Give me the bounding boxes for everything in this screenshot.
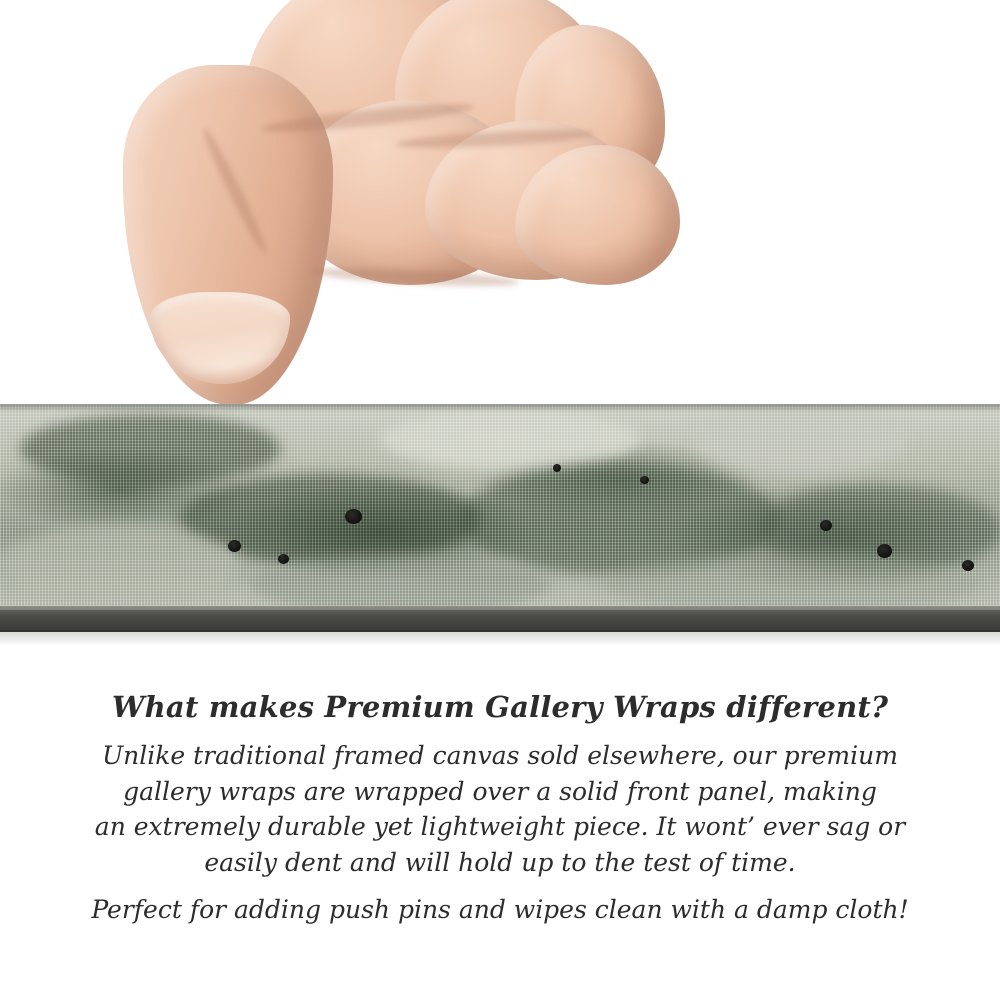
caption-body <box>0 738 1000 928</box>
caption-line: an extremely durable yet lightweight piece. It wont’ ever sag or <box>94 812 906 841</box>
caption-block <box>0 690 1000 928</box>
canvas-weave-texture <box>0 404 1000 618</box>
hand-pressing-canvas <box>95 0 655 430</box>
canvas-wrap-edge <box>0 606 1000 632</box>
caption-heading: What makes Premium Gallery Wraps different? <box>111 690 889 724</box>
caption-line: gallery wraps are wrapped over a solid front panel, making <box>123 776 877 806</box>
canvas-drop-shadow <box>0 630 1000 645</box>
canvas-print-surface <box>0 404 1000 618</box>
caption-closing-line: Perfect for adding push pins and wipes clean with a damp cloth! <box>91 895 909 924</box>
caption-line: Unlike traditional framed canvas sold elsewhere, our premium <box>102 741 898 770</box>
caption-line: easily dent and will hold up to the test of time. <box>204 847 796 877</box>
